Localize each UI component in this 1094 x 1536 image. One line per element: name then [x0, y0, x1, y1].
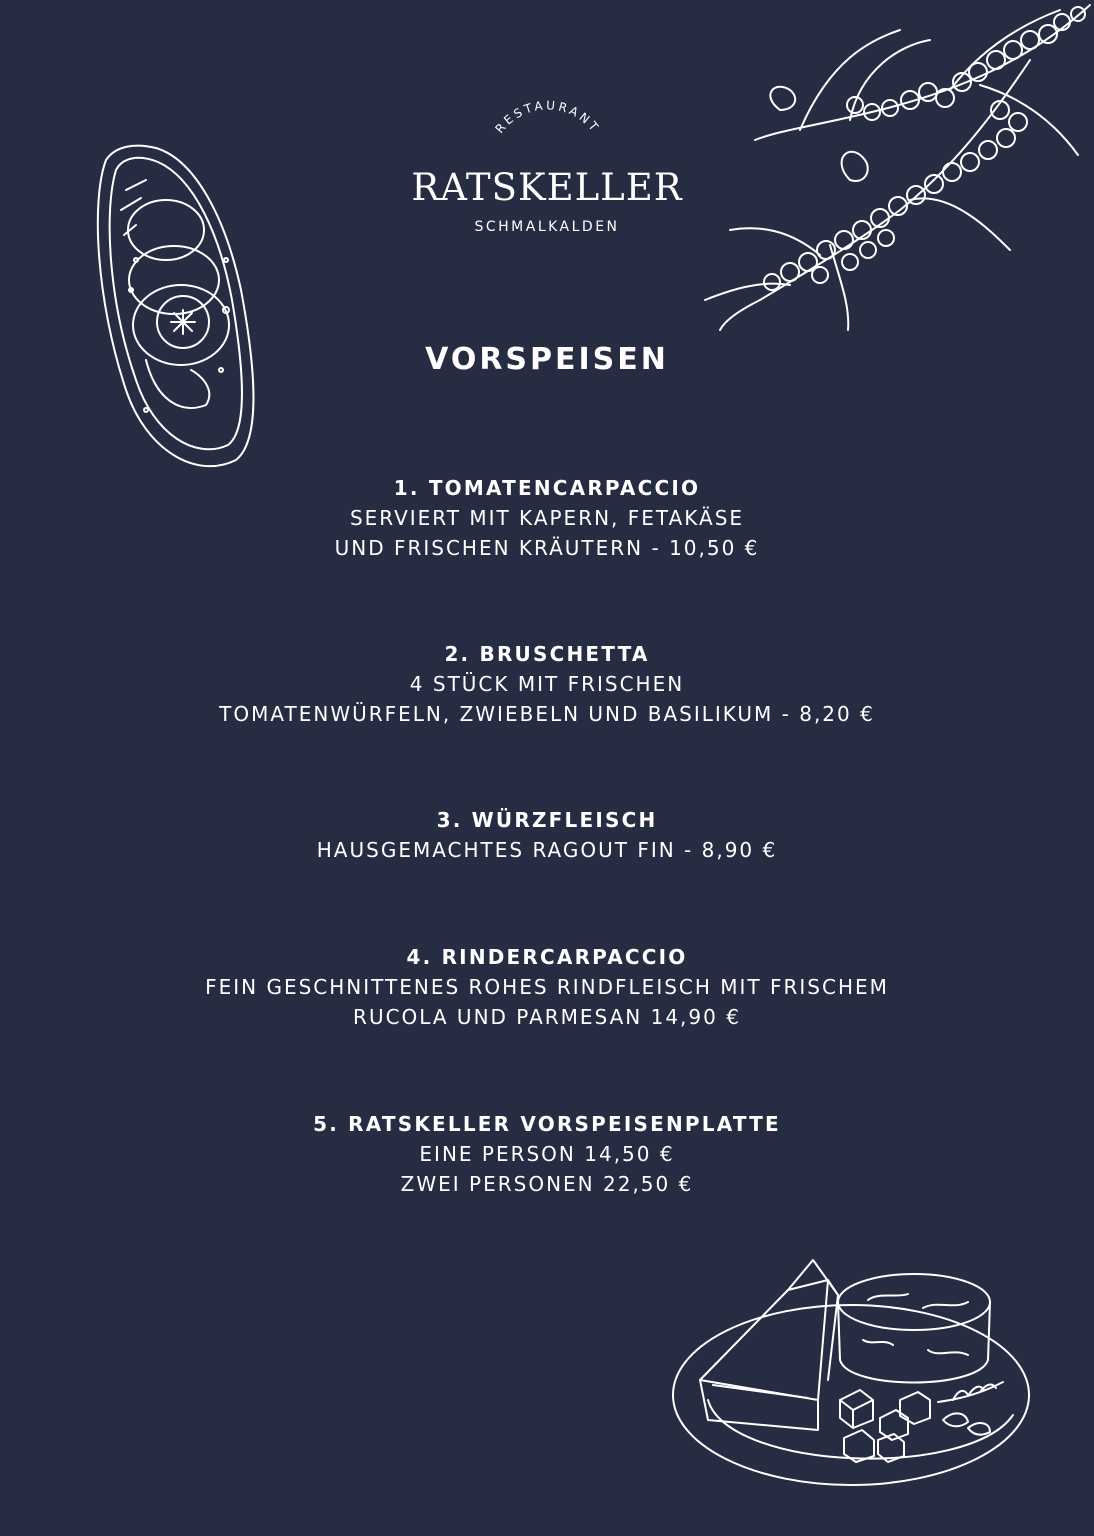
menu-item-description: TOMATENWÜRFELN, ZWIEBELN UND BASILIKUM - 8,20 € — [219, 702, 875, 726]
menu-item — [0, 639, 1094, 729]
menu-item-description: FEIN GESCHNITTENES ROHES RINDFLEISCH MIT FRISCHEM — [205, 975, 889, 999]
section-title: VORSPEISEN — [425, 342, 669, 377]
menu-item-description: UND FRISCHEN KRÄUTERN - 10,50 € — [334, 536, 760, 560]
restaurant-name: RATSKELLER — [411, 166, 683, 209]
menu-item-name: 4. RINDERCARPACCIO — [406, 945, 688, 969]
menu-item — [0, 805, 1094, 865]
menu-item-description: EINE PERSON 14,50 € — [419, 1142, 675, 1166]
menu-item-name: 5. RATSKELLER VORSPEISENPLATTE — [313, 1112, 781, 1136]
menu-item-name: 1. TOMATENCARPACCIO — [393, 476, 701, 500]
svg-text:RESTAURANT — [492, 100, 602, 136]
logo-arc-text — [480, 100, 615, 160]
logo-arc-label: RESTAURANT — [492, 100, 603, 136]
menu-item-name: 3. WÜRZFLEISCH — [436, 808, 658, 832]
menu-item-description: RUCOLA UND PARMESAN 14,90 € — [353, 1005, 741, 1029]
menu-item-description: HAUSGEMACHTES RAGOUT FIN - 8,90 € — [316, 838, 778, 862]
restaurant-location: SCHMALKALDEN — [474, 219, 620, 235]
menu-item — [0, 1109, 1094, 1199]
menu-item — [0, 942, 1094, 1032]
menu-item-name: 2. BRUSCHETTA — [444, 642, 650, 666]
menu-item-description: ZWEI PERSONEN 22,50 € — [400, 1172, 694, 1196]
menu-item-description: 4 STÜCK MIT FRISCHEN — [409, 672, 685, 696]
menu-item-description: SERVIERT MIT KAPERN, FETAKÄSE — [349, 506, 745, 530]
cheese-board-illustration-icon — [668, 1250, 1034, 1490]
menu-item — [0, 473, 1094, 563]
